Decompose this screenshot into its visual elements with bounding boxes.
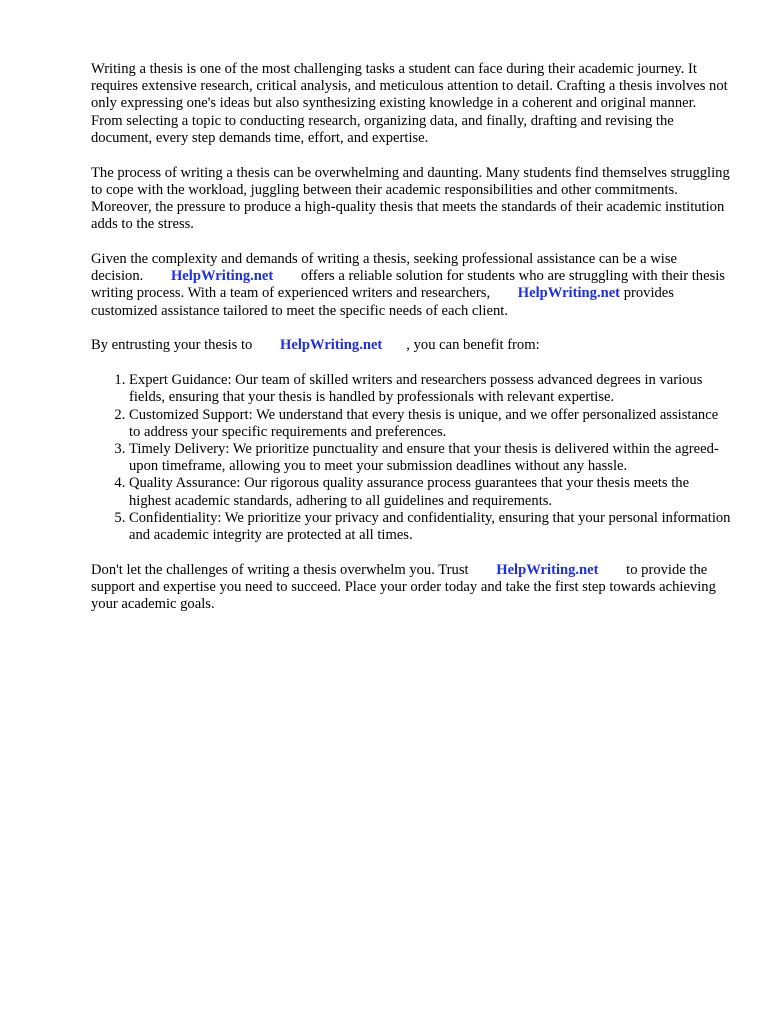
challenge-paragraph: The process of writing a thesis can be overwhelming and daunting. Many students find themselves struggling to cope with the workload, juggling between their academic responsibilities and other commitments. Moreover, the pressure to produce a high-quality thesis that meets the standards of their academic institution adds to the stress. — [91, 164, 730, 233]
benefit-intro-paragraph — [91, 337, 731, 354]
list-item: 1. Expert Guidance: Our team of skilled writers and researchers possess advanced degrees in various fields, ensuring that your thesis is handled by professionals with relevant expertise. — [129, 372, 731, 406]
closing-text-1: Don't let the challenges of writing a thesis overwhelm you. Trust — [91, 561, 469, 578]
closing-text-2: to provide the support and expertise you need to succeed. Place your order today and take the first step towards achieving your academic goals. — [91, 561, 716, 613]
helpwriting-link-4[interactable]: HelpWriting.net — [496, 561, 599, 578]
assistance-text-3: provides customized assistance tailored to meet the specific needs of each client. — [91, 285, 674, 319]
list-item: 4. Quality Assurance: Our rigorous quality assurance process guarantees that your thesis meets the highest academic standards, adhering to all guidelines and requirements. — [129, 475, 731, 509]
assistance-paragraph — [91, 251, 731, 320]
assistance-text-2: offers a reliable solution for students who are struggling with their thesis writing process. With a team of experienced writers and researchers, — [91, 268, 725, 302]
document-body — [91, 61, 731, 631]
benefit-intro-text-2: , you can benefit from: — [406, 337, 540, 354]
list-item: 5. Confidentiality: We prioritize your privacy and confidentiality, ensuring that your personal information and academic integrity are protected at all times. — [129, 510, 731, 544]
closing-paragraph — [91, 562, 731, 614]
list-item: 2. Customized Support: We understand that every thesis is unique, and we offer personalized assistance to address your specific requirements and preferences. — [129, 407, 731, 441]
helpwriting-link-2[interactable]: HelpWriting.net — [517, 285, 621, 302]
benefit-intro-text-1: By entrusting your thesis to — [91, 337, 253, 354]
benefits-list — [91, 372, 731, 544]
helpwriting-link-3[interactable]: HelpWriting.net — [280, 337, 383, 354]
assistance-text-1: Given the complexity and demands of writing a thesis, seeking professional assistance can be a wise decision. — [91, 251, 678, 285]
helpwriting-link-1[interactable]: HelpWriting.net — [170, 268, 274, 285]
intro-paragraph: Writing a thesis is one of the most challenging tasks a student can face during their academic journey. It requires extensive research, critical analysis, and meticulous attention to detail. Crafting a thesis involves not only expressing one's ideas but also synthesizing existing knowledge in a coherent and original manner. From selecting a topic to conducting research, organizing data, and finally, drafting and revising the document, every step demands time, effort, and expertise. — [91, 61, 728, 146]
list-item: 3. Timely Delivery: We prioritize punctuality and ensure that your thesis is delivered within the agreed-upon timeframe, allowing you to meet your submission deadlines without any hassle. — [129, 441, 731, 475]
